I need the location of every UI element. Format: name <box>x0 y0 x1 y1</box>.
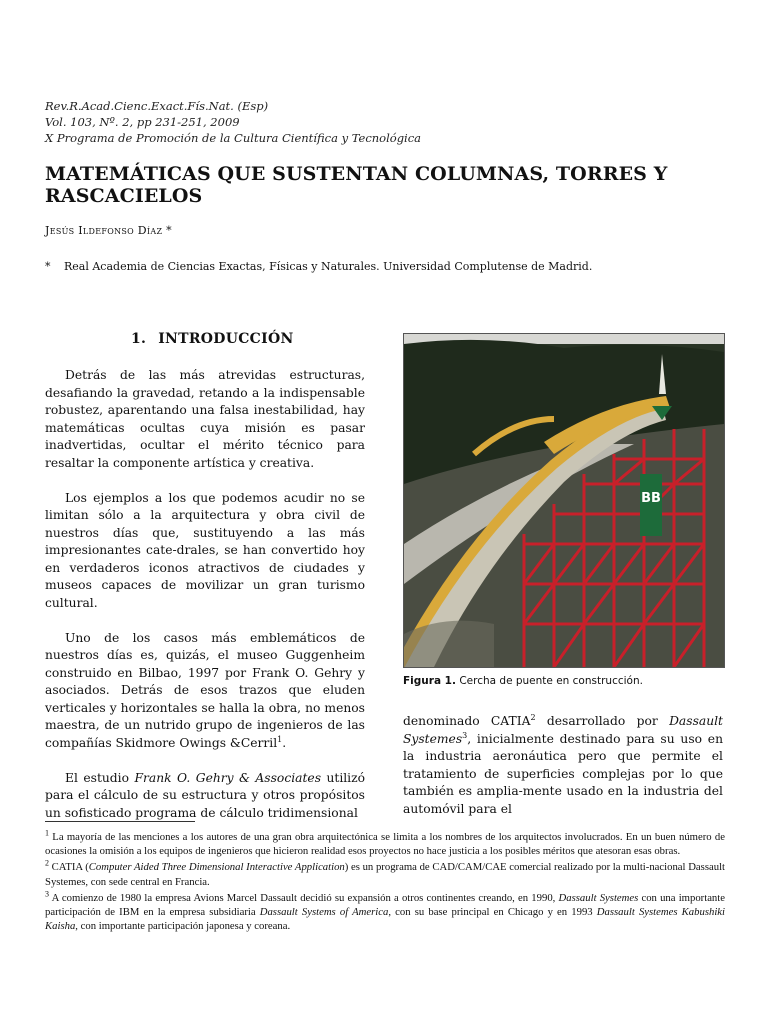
section-number: 1. <box>131 331 147 347</box>
affiliation <box>45 260 592 273</box>
footnote-3-emphasis-3: Dassault Systemes Kabushiki Kaisha <box>45 906 726 933</box>
footnotes <box>45 830 725 935</box>
footnote-3-emphasis-2: Dassault Systems of America <box>259 906 389 919</box>
figure-caption-text: Cercha de puente en construcción. <box>455 675 643 687</box>
paper-title: MATEMÁTICAS QUE SUSTENTAN COLUMNAS, TORRES Y RASCACIELOS <box>45 163 668 207</box>
paragraph-5-mid: desarrollado por <box>535 714 670 728</box>
footnote-ref-1[interactable]: 1 <box>277 734 283 744</box>
footnote-3 <box>45 891 725 934</box>
footnote-ref-2[interactable]: 2 <box>530 712 536 722</box>
figure-sign-text: BB <box>641 491 661 506</box>
figure-caption <box>403 675 643 687</box>
footnote-3-end: , con importante participación japonesa y coreana. <box>75 920 291 933</box>
footnote-1 <box>45 830 725 858</box>
figure-1-image <box>403 333 725 668</box>
paragraph-3 <box>45 630 365 753</box>
journal-citation: Rev.R.Acad.Cienc.Exact.Fís.Nat. (Esp) <box>45 99 269 113</box>
footnote-divider <box>45 821 195 822</box>
left-column <box>45 367 365 822</box>
footnote-2-start: CATIA ( <box>49 861 89 874</box>
figure-label: Figura 1. <box>403 675 456 687</box>
affiliation-text: Real Academia de Ciencias Exactas, Físicas y Naturales. Universidad Complutense de Madrid. <box>64 260 593 273</box>
footnote-3-emphasis-1: Dassault Systemes <box>558 891 639 904</box>
footnote-2-emphasis: Computer Aided Three Dimensional Interactive Application <box>88 861 345 874</box>
footnote-2-mark: 2 <box>45 858 49 868</box>
paragraph-3-text: Uno de los casos más emblemáticos de nuestros días es, quizás, el museo Guggenheim construido en Bilbao, 1997 por Frank O. Gehry y asociados. Detrás de esos trazos que eluden verticales y horizontales se halla la obra, no menos maestra, de un nutrido grupo de ingenieros de las compañías Skidmore Owings &Cerril <box>45 630 365 750</box>
footnote-3-mark: 3 <box>45 889 49 899</box>
paragraph-5 <box>403 713 723 818</box>
journal-header <box>45 98 421 146</box>
footnote-2-rest: ) es un programa de CAD/CAM/CAE comercial realizado por la multi-nacional Dassault Systemes, con sede central en Francia. <box>45 861 726 888</box>
footnote-1-mark: 1 <box>45 828 49 838</box>
footnote-3-mid-2: , con su base principal en Chicago y en 1993 <box>388 906 597 919</box>
footnote-ref-3[interactable]: 3 <box>462 730 468 740</box>
footnote-1-text: La mayoría de las menciones a los autores de una gran obra arquitectónica se limita a los nombres de los arquitectos involucrados. En un buen número de ocasiones la omisión a los equipos de ingenieros que hicieron realidad esos proyectos no hace justicia a los posibles méritos que atesoran esas obras. <box>45 831 725 858</box>
affiliation-mark: * <box>45 260 51 273</box>
paragraph-2: Los ejemplos a los que podemos acudir no se limitan sólo a la arquitectura y obra civil de nuestros días que, sustituyendo a las más impresionantes cate-drales, se han convertido hoy en verdaderos iconos atractivos de ciudades y museos capaces de movilizar un gran turismo cultural. <box>45 490 365 610</box>
paragraph-5-start: denominado CATIA <box>403 714 531 728</box>
paragraph-3-end: . <box>282 735 287 750</box>
paragraph-4-rest: utilizó para el cálculo de su estructura y otros propósitos un sofisticado programa de cálculo tridimensional <box>45 770 366 820</box>
footnote-2 <box>45 860 725 888</box>
section-heading <box>131 331 294 347</box>
journal-volume: Vol. 103, Nº. 2, pp 231-251, 2009 <box>45 115 240 129</box>
paragraph-1: Detrás de las más atrevidas estructuras, desafiando la gravedad, retando a la indispensable robustez, aparentando una falsa inestabilidad, hay matemáticas ocultas cuya misión es pasar inadvertidas, ocultar el mérito técnico para resaltar la componente artística y creativa. <box>45 368 365 470</box>
footnote-3-start: A comienzo de 1980 la empresa Avions Marcel Dassault decidió su expansión a otros continentes creando, en 1990, <box>49 891 559 904</box>
author-name: Jesús Ildefonso Díaz * <box>45 224 172 237</box>
journal-program: X Programa de Promoción de la Cultura Científica y Tecnológica <box>45 131 422 145</box>
right-column <box>403 713 723 818</box>
paragraph-4-start: El estudio <box>65 770 135 785</box>
paragraph-5-rest: , inicialmente destinado para su uso en la industria aeronáutica pero que permite el tratamiento de superficies complejas por lo que también es amplia-mente usado en la industria del automóvil para el <box>403 731 723 816</box>
paragraph-5-emphasis: Dassault Systemes <box>403 714 723 746</box>
paragraph-4-emphasis: Frank O. Gehry & Associates <box>134 770 322 785</box>
section-title: INTRODUCCIÓN <box>158 331 294 347</box>
footnote-3-mid-1: con una importante participación de IBM en la empresa subsidiaria <box>45 891 725 919</box>
paragraph-4 <box>45 770 365 823</box>
